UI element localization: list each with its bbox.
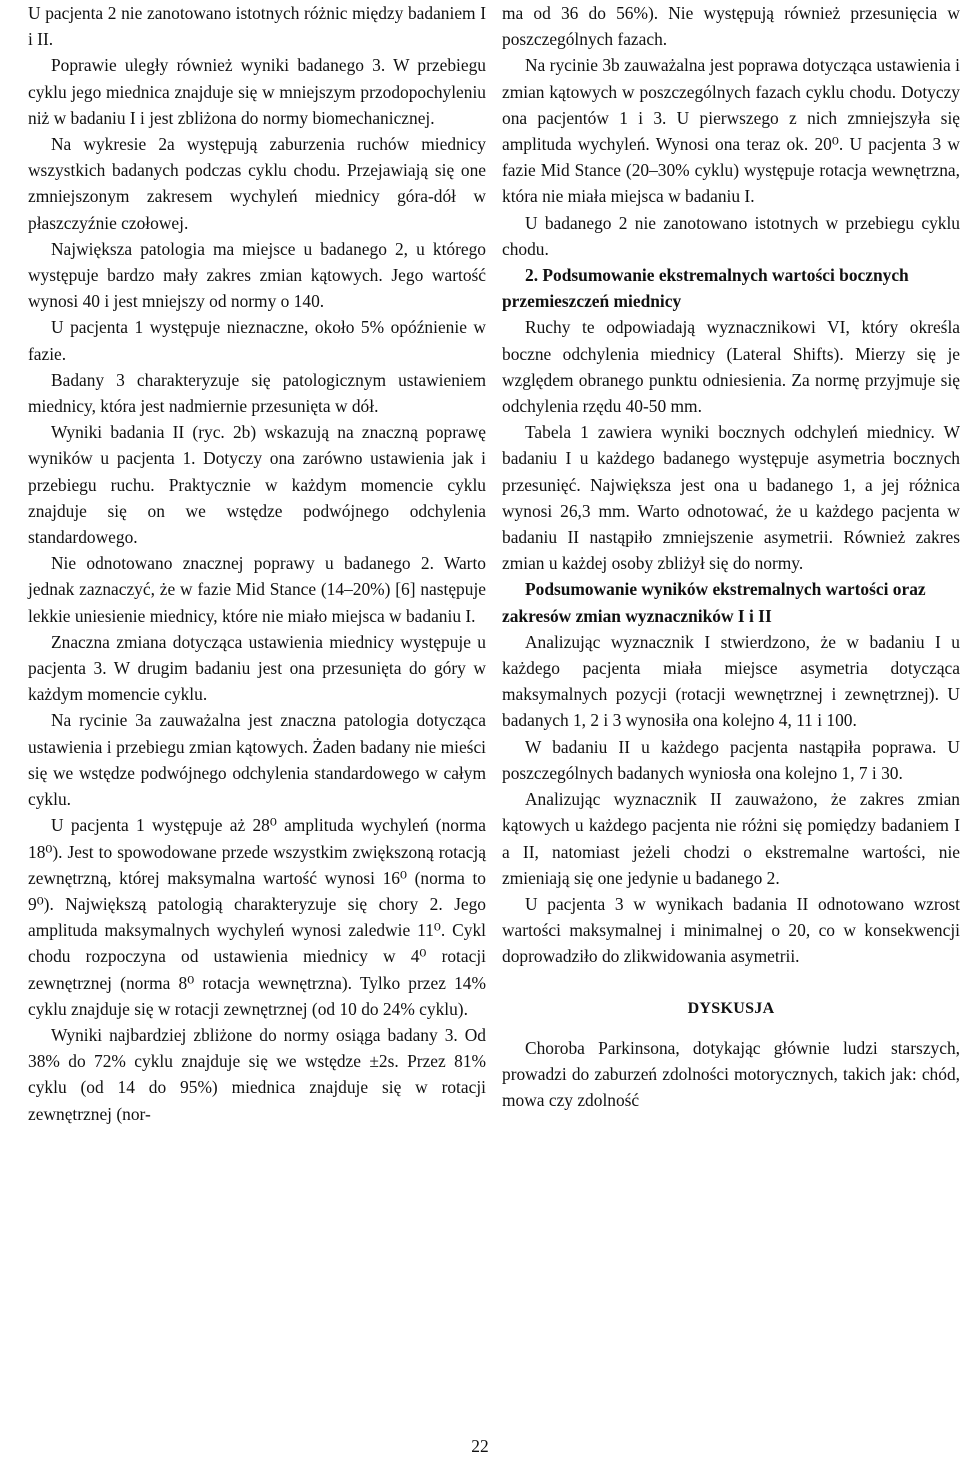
paragraph-continuation: ma od 36 do 56%). Nie występują również przesunięcia w poszczególnych fazach.	[502, 3, 960, 50]
paragraph-patient1-amplitude: U pacjenta 1 występuje aż 28⁰ amplituda wychyleń (norma 18⁰). Jest to spowodowane przede wszystkim zwiększoną rotacją zewnętrzną, której maksymalna wartość wynosi 16⁰ (norma to 9⁰). Największą patologią charakteryzuje się chory 2. Jego amplituda maksymalnych wychyleń wynosi zaledwie 11⁰. Cykl chodu rozpoczyna od ustawienia miednicy w 4⁰ rotacji zewnętrznej (norma 8⁰ rotacja wewnętrzna). Tylko przez 14% cyklu znajduje się w rotacji zewnętrznej (od 10 do 24% cyklu).	[28, 815, 486, 1019]
paragraph-patient1-delay: U pacjenta 1 występuje nieznaczne, około 5% opóźnienie w fazie.	[28, 317, 486, 364]
paragraph-subject2-cycle: U badanego 2 nie zanotowano istotnych w przebiegu cyklu chodu.	[502, 212, 960, 259]
paragraph-determinant-1: Analizując wyznacznik I stwierdzono, że w badaniu I u każdego pacjenta miała miejsce asymetria dotycząca maksymalnych pozycji (rotacji wewnętrznej i zewnętrznej). U badanych 1, 2 i 3 wynosiła ona kolejno 4, 11 i 100.	[502, 631, 960, 731]
paragraph-subject3-results: Wyniki najbardziej zbliżone do normy osiąga badany 3. Od 38% do 72% cyklu znajduje się we wstędze ±2s. Przez 81% cyklu (od 14 do 95%) miednica znajduje się w rotacji zewnętrznej (nor-	[28, 1024, 486, 1124]
paragraph-parkinson: Choroba Parkinsona, dotykając głównie ludzi starszych, prowadzi do zaburzeń zdolności motorycznych, takich jak: chód, mowa czy zdolność	[502, 1037, 960, 1111]
right-column	[502, 0, 960, 1113]
paragraph-figure-3b: Na rycinie 3b zauważalna jest poprawa dotycząca ustawienia i zmian kątowych w poszczególnych fazach cyklu chodu. Dotyczy ona pacjentów 1 i 3. U pierwszego z nich zmniejszyła się amplituda wychyleń. Wynosi ona teraz ok. 20⁰. U pacjenta 3 w fazie Mid Stance (20–30% cyklu) występuje rotacja wewnętrzna, która nie miała miejsca w badaniu I.	[502, 55, 960, 207]
paragraph-subject2-no-diff: U pacjenta 2 nie zanotowano istotnych różnic między badaniem I i II.	[28, 3, 486, 50]
paragraph-figure-2a: Na wykresie 2a występują zaburzenia ruchów miednicy wszystkich badanych podczas cyklu chodu. Przejawiają się one zmniejszonym zakresem wychyleń miednicy góra-dół w płaszczyźnie czołowej.	[28, 134, 486, 233]
paragraph-lateral-shifts: Ruchy te odpowiadają wyznacznikowi VI, który określa boczne odchylenia miednicy (Lateral Shifts). Mierzy się je względem obranego punktu odniesienia. Za normę przyjmuje się odchylenia rzędu 40-50 mm.	[502, 317, 960, 417]
paragraph-subject2-mid-stance: Nie odnotowano znacznej poprawy u badanego 2. Warto jednak zaznaczyć, że w fazie Mid Stance (14–20%) [6] następuje lekkie uniesienie miednicy, które nie miało miejsca w badaniu I.	[28, 553, 486, 626]
section-heading-lateral-shifts: 2. Podsumowanie ekstremalnych wartości bocznych przemieszczeń miednicy	[502, 265, 909, 312]
paragraph-patient3-change: Znaczna zmiana dotycząca ustawienia miednicy występuje u pacjenta 3. W drugim badaniu jest ona przesunięta do góry w każdym momencie cyklu.	[28, 631, 486, 705]
left-column	[28, 0, 486, 1127]
page-number: 22	[471, 1436, 489, 1456]
paragraph-determinant-2: Analizując wyznacznik II zauważono, że zakres zmian kątowych u każdego pacjenta nie różni się pomiędzy badaniem I a II, natomiast jeżeli chodzi o ekstremalne wartości, nie zmieniają się one jedynie u badanego 2.	[502, 789, 960, 888]
paragraph-figure-3a: Na rycinie 3a zauważalna jest znaczna patologia dotycząca ustawienia i przebiegu zmian kątowych. Żaden badany nie mieści się we wstędze podwójnego odchylenia standardowego w całym cyklu.	[28, 710, 486, 810]
paragraph-study-2: W badaniu II u każdego pacjenta nastąpiła poprawa. U poszczególnych badanych wyniosła ona kolejno 1, 7 i 30.	[502, 736, 960, 783]
section-heading-discussion: DYSKUSJA	[687, 999, 775, 1017]
paragraph-figure-2b: Wyniki badania II (ryc. 2b) wskazują na znaczną poprawę wyników u pacjenta 1. Dotyczy ona zarówno ustawienia jak i przebiegu ruchu. Praktycznie w każdym momencie cyklu znajduje się on we wstędze podwójnego odchylenia standardowego.	[28, 422, 486, 548]
paragraph-subject3-improvement: Poprawie uległy również wyniki badanego 3. W przebiegu cyklu jego miednica znajduje się w mniejszym przodopochyleniu niż w badaniu I i jest zbliżona do normy biomechanicznej.	[28, 55, 486, 128]
paragraph-subject3-position: Badany 3 charakteryzuje się patologicznym ustawieniem miednicy, która jest nadmiernie przesunięta w dół.	[28, 369, 486, 417]
paragraph-subject2-pathology: Największa patologia ma miejsce u badanego 2, u którego występuje bardzo mały zakres zmian kątowych. Jego wartość wynosi 40 i jest mniejszy od normy o 140.	[28, 238, 486, 312]
paragraph-table-1: Tabela 1 zawiera wyniki bocznych odchyleń miednicy. W badaniu I u każdego badanego występuje asymetria bocznych przesunięć. Największa jest ona u badanego 1, a jej różnica wynosi 26,3 mm. Warto odnotować, że u każdego pacjenta w badaniu II nastąpiło zmniejszenie asymetrii. Również zakres zmian u każdej osoby zbliżył się do normy.	[502, 422, 960, 574]
section-heading-summary: Podsumowanie wyników ekstremalnych wartości oraz zakresów zmian wyznaczników I i II	[502, 579, 926, 626]
paragraph-patient3-asymmetry: U pacjenta 3 w wynikach badania II odnotowano wzrost wartości maksymalnej i minimalnej o 20, co w konsekwencji doprowadziło do zlikwidowania asymetrii.	[502, 893, 960, 967]
